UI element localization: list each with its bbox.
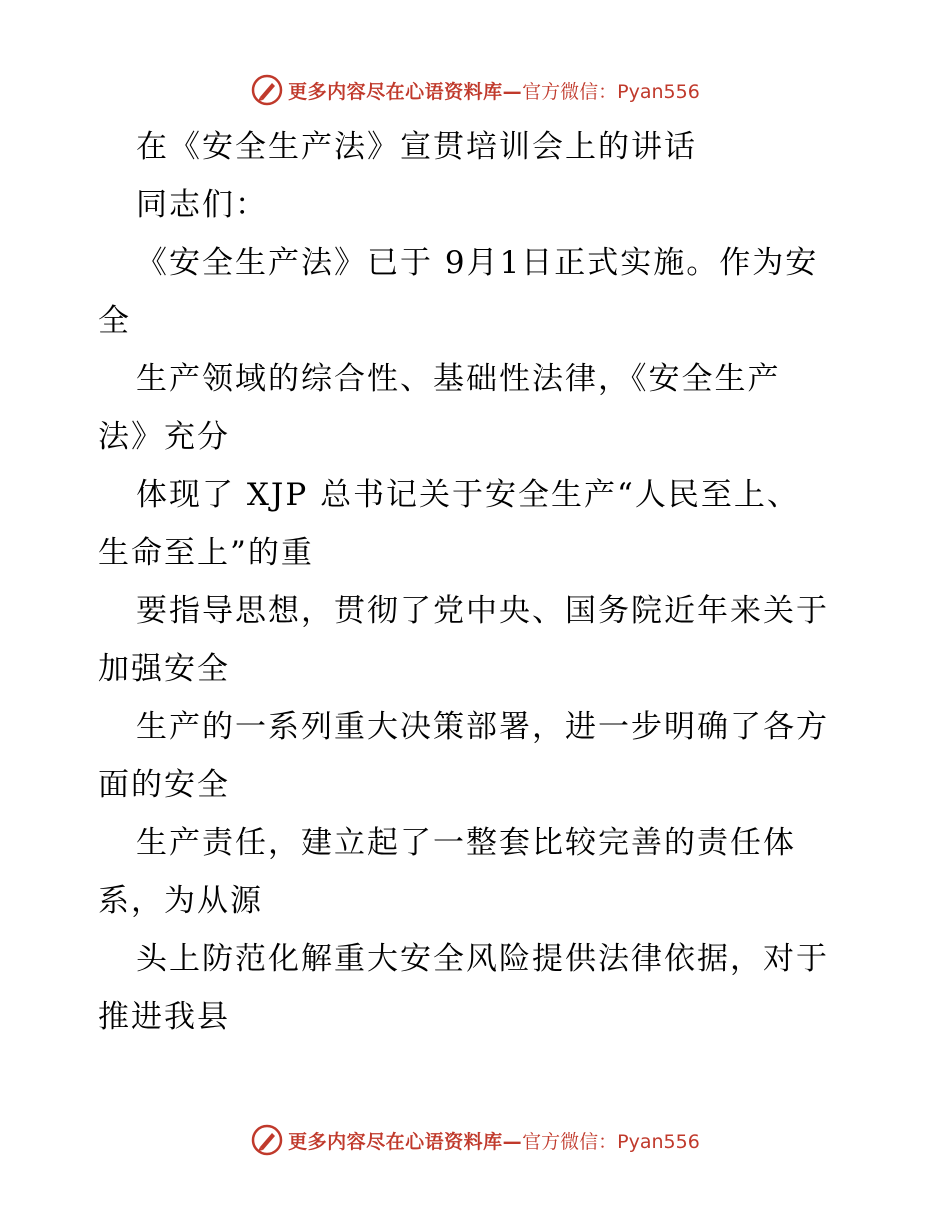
text-line: 生产领域的综合性、基础性法律，《安全生产 — [136, 361, 781, 397]
document-salutation: 同志们： — [136, 187, 268, 223]
banner-wechat: 官方微信：Pyan556 — [522, 80, 700, 103]
document-title: 在《安全生产法》宣贯培训会上的讲话 — [136, 129, 697, 165]
header-banner — [0, 70, 950, 110]
banner-text: 更多内容尽在心语资料库— — [288, 1130, 523, 1153]
text-line: 生命至上”的重 — [98, 535, 314, 571]
text-line: 生产责任，建立起了一整套比较完善的责任体 — [136, 825, 796, 861]
document-logo-icon — [250, 73, 284, 107]
banner-text: 更多内容尽在心语资料库— — [288, 80, 523, 103]
document-paragraph — [98, 234, 878, 1046]
text-line: 头上防范化解重大安全风险提供法律依据，对于 — [136, 941, 829, 977]
text-line: 生产的一系列重大决策部署，进一步明确了各方 — [136, 709, 829, 745]
text-line: 推进我县 — [98, 999, 230, 1035]
text-line: 法》充分 — [98, 419, 230, 455]
footer-banner — [0, 1120, 950, 1160]
text-line: 体现了 XJP 总书记关于安全生产“人民至上、 — [136, 477, 800, 513]
text-line: 系，为从源 — [98, 883, 263, 919]
text-line: 要指导思想，贯彻了党中央、国务院近年来关于 — [136, 593, 829, 629]
text-line: 《安全生产法》已于 9月1日正式实施。作为安 — [136, 245, 819, 281]
text-line: 加强安全 — [98, 651, 230, 687]
text-line: 全 — [98, 303, 131, 339]
document-body — [98, 118, 878, 1046]
banner-wechat: 官方微信：Pyan556 — [522, 1130, 700, 1153]
document-logo-icon — [250, 1123, 284, 1157]
text-line: 面的安全 — [98, 767, 230, 803]
